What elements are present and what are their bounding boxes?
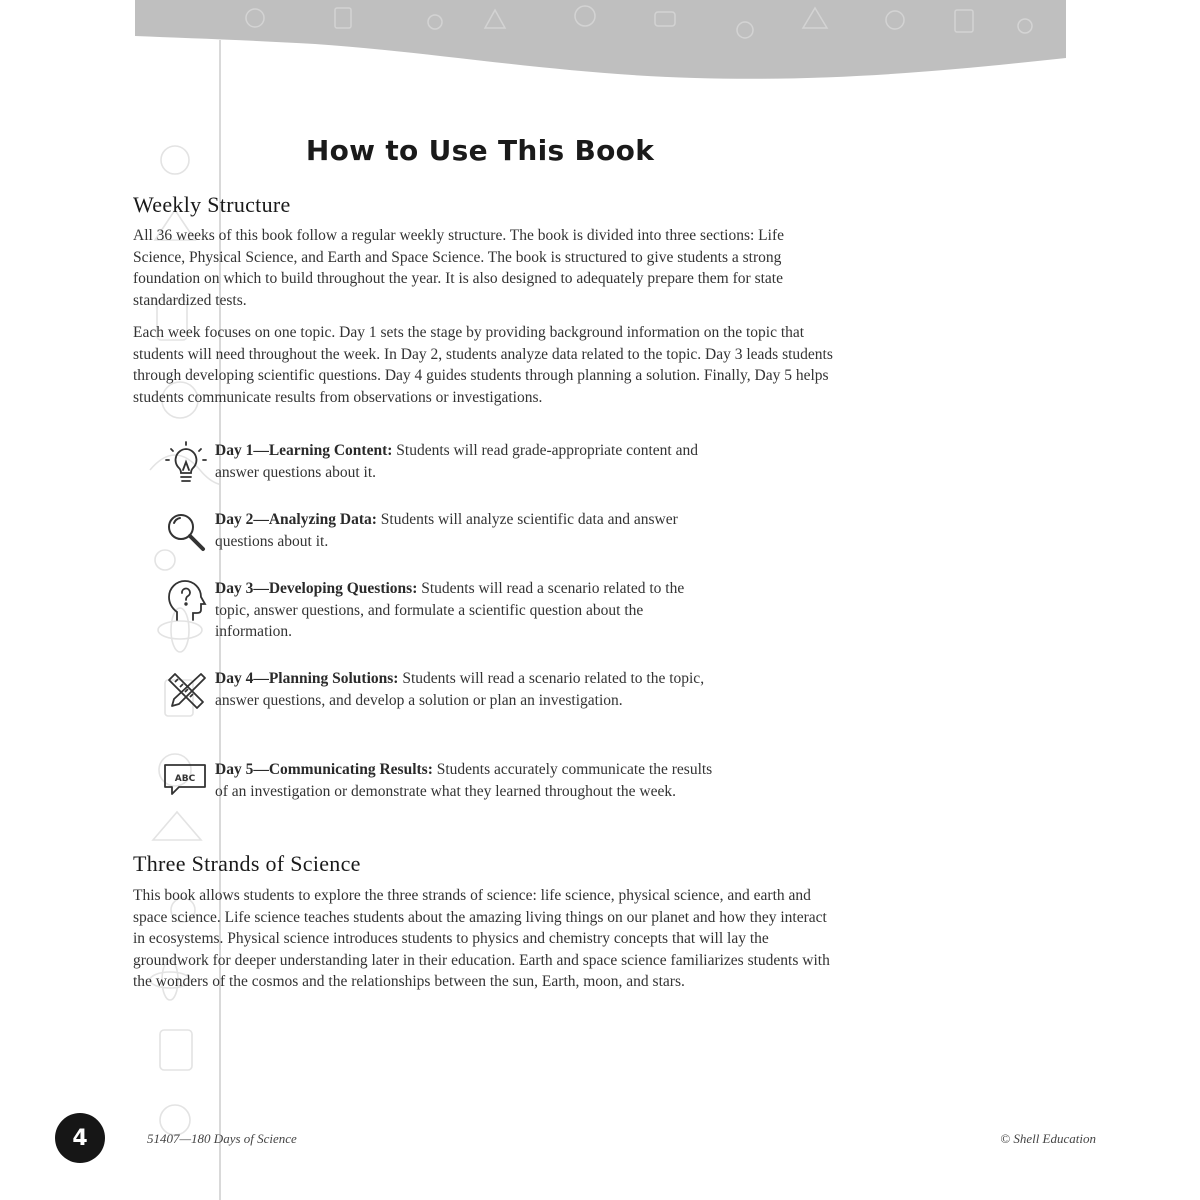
weekly-structure-paragraph-2: Each week focuses on one topic. Day 1 sets the stage by providing background information on the topic that students will need throughout the week. In Day 2, students analyze data related to the topic. Day 3 leads students through developing scientific questions. Day 4 guides students through planning a solution. Finally, Day 5 helps students communicate results from observations or investigations. — [133, 324, 833, 406]
head-question-icon — [163, 578, 209, 624]
day-2-label: Day 2—Analyzing Data: — [215, 511, 377, 528]
footer-publisher: © Shell Education — [1000, 1131, 1096, 1146]
three-strands-heading: Three Strands of Science — [133, 851, 361, 876]
day-3-label: Day 3—Developing Questions: — [215, 580, 418, 597]
weekly-structure-heading: Weekly Structure — [133, 192, 291, 217]
day-4-text — [215, 668, 715, 711]
day-3-description: Students will read a scenario related to the topic, answer questions, and formulate a scientific question about the information. — [215, 580, 685, 640]
day-3-text — [215, 578, 715, 643]
day-5-label: Day 5—Communicating Results: — [215, 761, 433, 778]
footer-book-title: 51407—180 Days of Science — [147, 1131, 297, 1146]
day-5-description: Students accurately communicate the results of an investigation or demonstrate what they learned throughout the week. — [215, 761, 713, 800]
day-2-text — [215, 509, 715, 552]
page-title: How to Use This Book — [305, 134, 655, 167]
lightbulb-icon — [163, 440, 209, 486]
day-4-label: Day 4—Planning Solutions: — [215, 670, 399, 687]
abc-label: ABC — [174, 774, 196, 784]
pencil-ruler-icon — [163, 668, 209, 714]
header-band — [135, 0, 1066, 90]
day-2-description: Students will analyze scientific data and answer questions about it. — [215, 511, 678, 550]
day-1-description: Students will read grade-appropriate content and answer questions about it. — [215, 442, 698, 481]
day-1-text — [215, 440, 715, 483]
weekly-structure-paragraph-1: All 36 weeks of this book follow a regular weekly structure. The book is divided into three sections: Life Science, Physical Science, and Earth and Space Science. The book is structured to give students a strong foundation on which to build throughout the year. It is also designed to adequately prepare them for state standardized tests. — [133, 227, 784, 309]
three-strands-paragraph: This book allows students to explore the three strands of science: life science, physical science, and earth and space science. Life science teaches students about the amazing living things on our planet and how they interact in ecosystems. Physical science introduces students to physics and chemistry concepts that will lay the groundwork for deeper understanding later in their education. Earth and space science familiarizes students with the wonders of the cosmos and the relationships between the sun, Earth, moon, and stars. — [133, 887, 830, 990]
day-5-text — [215, 759, 715, 802]
speech-bubble-abc-icon — [163, 759, 209, 805]
day-1-label: Day 1—Learning Content: — [215, 442, 393, 459]
page-number-badge: 4 — [55, 1113, 105, 1163]
magnifying-glass-icon — [163, 509, 209, 555]
day-4-description: Students will read a scenario related to the topic, answer questions, and develop a solution or plan an investigation. — [215, 670, 705, 709]
